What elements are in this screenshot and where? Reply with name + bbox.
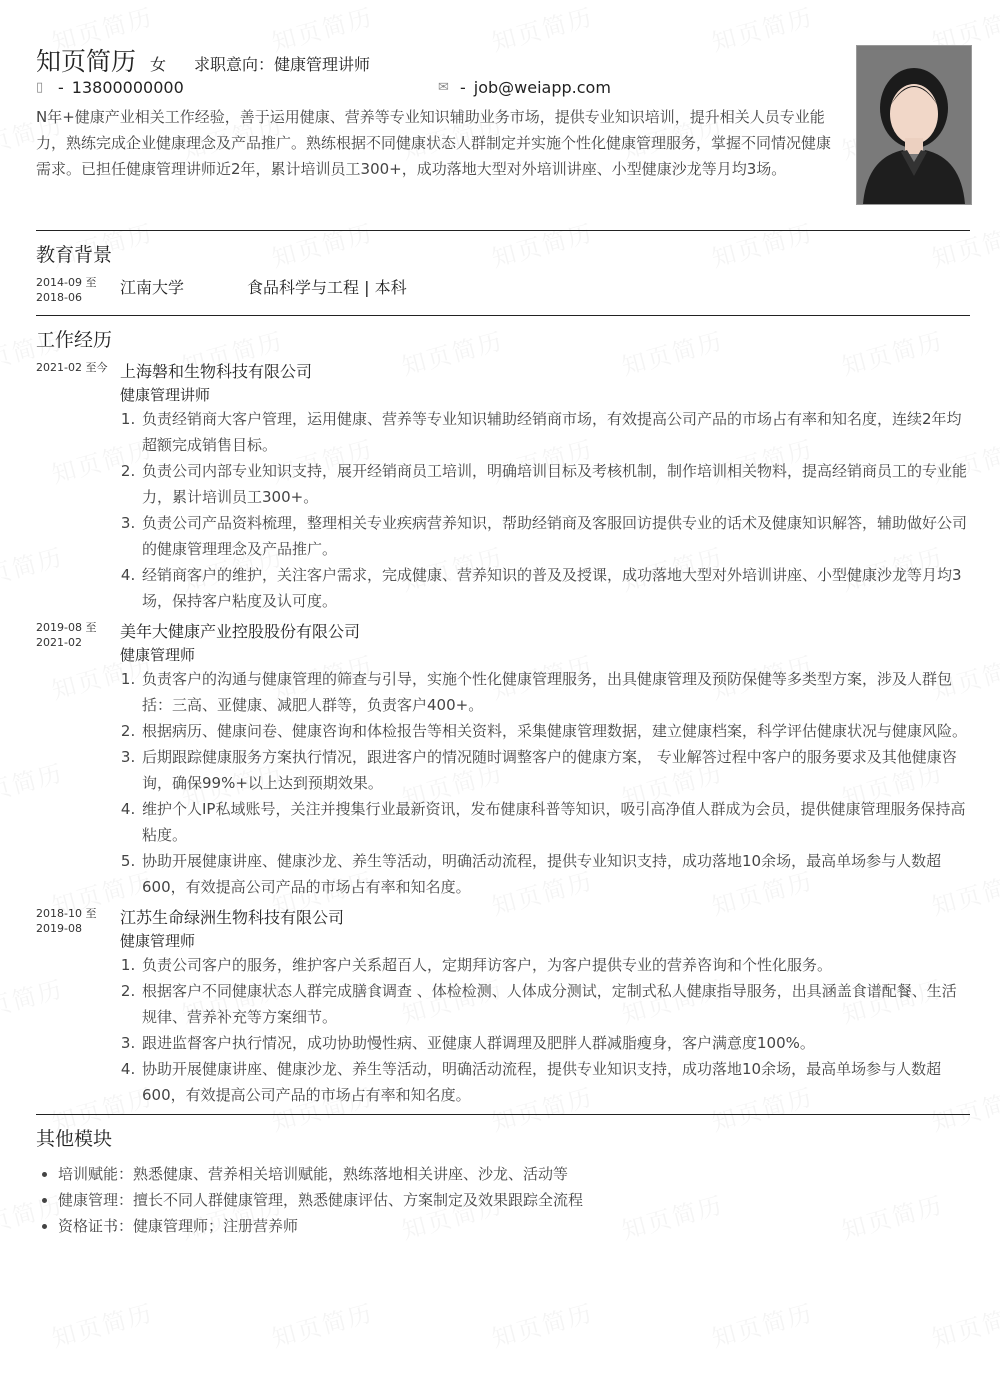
job-entry: [36, 906, 970, 1108]
job-duty-item: 3. 跟进监督客户执行情况，成功协助慢性病、亚健康人群调理及肥胖人群减脂瘦身，客户满意度100%。: [140, 1030, 970, 1056]
job-date-range: [36, 906, 116, 936]
job-entry: [36, 360, 970, 614]
job-start-date: 2018-10 至: [36, 907, 97, 920]
job-end-date: 2019-08: [36, 922, 82, 935]
company-name: 上海磐和生物科技有限公司: [120, 362, 313, 381]
job-date-range: [36, 620, 116, 650]
education-end-date: 2018-06: [36, 291, 82, 304]
watermark-text: [267, 1293, 377, 1354]
job-end-date: 2021-02: [36, 636, 82, 649]
other-section-header: [36, 1114, 970, 1151]
job-intent: [194, 52, 370, 75]
profile-summary: N年+健康产业相关工作经验，善于运用健康、营养等专业知识辅助业务市场，提供专业知识培训，提升相关人员专业能力，熟练完成企业健康理念及产品推广。熟练根据不同健康状态人群制定并实施个性化健康管理服务，掌握不同情况健康需求。已担任健康管理讲师近2年，累计培训员工300+，成功落地大型对外培训讲座、小型健康沙龙等月均3场。: [36, 108, 832, 178]
watermark-text: [927, 1293, 1000, 1354]
work-section-title: 工作经历: [36, 329, 113, 351]
job-duty-item: 4. 经销商客户的维护，关注客户需求，完成健康、营养知识的普及及授课，成功落地大型对外培训讲座、小型健康沙龙等月均3场，保持客户粘度及认可度。: [140, 562, 970, 614]
contact-line: [36, 78, 836, 100]
job-duties-list: [120, 952, 970, 1108]
job-intent-value: 健康管理讲师: [274, 55, 371, 74]
job-entry: [36, 620, 970, 900]
job-role: 健康管理师: [120, 646, 196, 664]
job-duties-list: [120, 406, 970, 614]
job-duty-item: 3. 后期跟踪健康服务方案执行情况，跟进客户的情况随时调整客户的健康方案， 专业解答过程中客户的服务要求及其他健康咨询，确保99%+以上达到预期效果。: [140, 744, 970, 796]
job-date-range: [36, 360, 116, 375]
job-body: [120, 906, 970, 1108]
job-duty-item: 5. 协助开展健康讲座、健康沙龙、养生等活动，明确活动流程，提供专业知识支持，成功落地10余场，最高单场参与人数超600，有效提高公司产品的市场占有率和知名度。: [140, 848, 970, 900]
job-duty-item: 2. 根据病历、健康问卷、健康咨询和体检报告等相关资料，采集健康管理数据，建立健康档案，科学评估健康状况与健康风险。: [140, 718, 970, 744]
envelope-icon: ✉: [438, 80, 449, 95]
watermark-text: [47, 1293, 157, 1354]
other-item: • 健康管理：擅长不同人群健康管理，熟悉健康评估、方案制定及效果跟踪全流程: [58, 1187, 970, 1213]
job-body: [120, 360, 970, 614]
other-item: • 资格证书：健康管理师；注册营养师: [58, 1213, 970, 1239]
job-body: [120, 620, 970, 900]
other-section-title: 其他模块: [36, 1128, 113, 1150]
email-separator: -: [460, 78, 466, 97]
education-section-header: [36, 230, 970, 267]
job-duty-item: 1. 负责公司客户的服务，维护客户关系超百人，定期拜访客户，为客户提供专业的营养咨询和个性化服务。: [140, 952, 970, 978]
phone-number: 13800000000: [71, 78, 184, 97]
job-start-date: 2019-08 至: [36, 621, 97, 634]
portrait-image: [857, 46, 971, 204]
company-name: 美年大健康产业控股股份有限公司: [120, 622, 361, 641]
job-duty-item: 4. 维护个人IP私域账号，关注并搜集行业最新资讯，发布健康科普等知识，吸引高净值人群成为会员，提供健康管理服务保持高粘度。: [140, 796, 970, 848]
mobile-phone-icon: ▯: [36, 80, 44, 95]
watermark-text: [707, 1293, 817, 1354]
education-section-title: 教育背景: [36, 244, 113, 266]
resume-header: [36, 0, 970, 230]
job-role: 健康管理讲师: [120, 386, 211, 404]
other-list: [36, 1161, 970, 1239]
education-section: [36, 230, 970, 315]
job-duty-item: 4. 协助开展健康讲座、健康沙龙、养生等活动，明确活动流程，提供专业知识支持，成功落地10余场，最高单场参与人数超600，有效提高公司产品的市场占有率和知名度。: [140, 1056, 970, 1108]
job-duty-item: 1. 负责客户的沟通与健康管理的筛查与引导，实施个性化健康管理服务，出具健康管理及预防保健等多类型方案，涉及人群包括：三高、亚健康、减肥人群等，负责客户400+。: [140, 666, 970, 718]
phone-separator: -: [58, 78, 64, 97]
job-role: 健康管理师: [120, 932, 196, 950]
candidate-gender: 女: [150, 55, 167, 74]
phone-contact: [36, 78, 184, 97]
job-duty-item: 2. 根据客户不同健康状态人群完成膳食调查 、体检检测、人体成分测试，定制式私人健康指导服务，出具涵盖食谱配餐、生活规律、营养补充等方案细节。: [140, 978, 970, 1030]
job-duties-list: [120, 666, 970, 900]
email-address: job@weiapp.com: [473, 78, 611, 97]
profile-photo: [856, 45, 972, 205]
email-contact: [438, 78, 611, 97]
education-item: [36, 275, 970, 315]
education-date-range: [36, 275, 116, 305]
company-name: 江苏生命绿洲生物科技有限公司: [120, 908, 345, 927]
name-line: [36, 42, 370, 78]
work-section: [36, 315, 970, 1108]
job-intent-label: 求职意向：: [194, 55, 275, 74]
school-name: 江南大学: [120, 278, 185, 297]
other-item: • 培训赋能：熟悉健康、营养相关培训赋能，熟练落地相关讲座、沙龙、活动等: [58, 1161, 970, 1187]
watermark-text: [487, 1293, 597, 1354]
job-start-date: 2021-02 至今: [36, 361, 108, 374]
job-duty-item: 3. 负责公司产品资料梳理，整理相关专业疾病营养知识，帮助经销商及客服回访提供专业的话术及健康知识解答，辅助做好公司的健康管理理念及产品推广。: [140, 510, 970, 562]
candidate-name: 知页简历: [36, 47, 137, 76]
other-section: [36, 1114, 970, 1239]
job-duty-item: 1. 负责经销商大客户管理，运用健康、营养等专业知识辅助经销商市场，有效提高公司产品的市场占有率和知名度，连续2年均超额完成销售目标。: [140, 406, 970, 458]
job-duty-item: 2. 负责公司内部专业知识支持，展开经销商员工培训，明确培训目标及考核机制，制作培训相关物料，提高经销商员工的专业能力，累计培训员工300+。: [140, 458, 970, 510]
work-section-header: [36, 315, 970, 352]
major-degree: 食品科学与工程 | 本科: [247, 278, 407, 297]
education-start-date: 2014-09 至: [36, 276, 97, 289]
